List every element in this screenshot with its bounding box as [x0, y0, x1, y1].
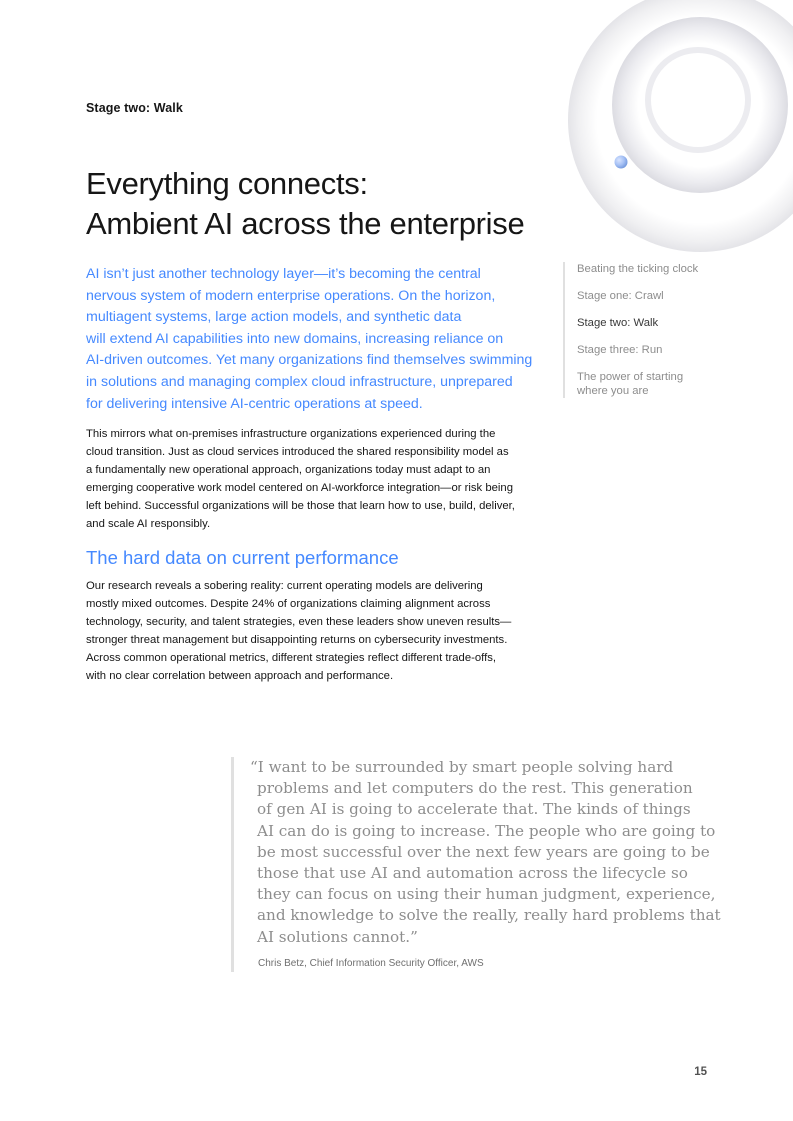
inner-ring-shape: [648, 50, 748, 150]
toc-item-beating-the-ticking-clock[interactable]: Beating the ticking clock: [577, 263, 699, 275]
quote-line: they can focus on using their human judgment, experience,: [257, 885, 716, 904]
table-of-contents: [563, 262, 743, 398]
body-line: with no clear correlation between approach and performance.: [86, 670, 394, 682]
orbit-dot-shape: [615, 156, 628, 169]
toc-item-stage-one-crawl[interactable]: Stage one: Crawl: [577, 290, 664, 302]
title-line-1: Everything connects:: [86, 166, 368, 201]
intro-line: in solutions and managing complex cloud infrastructure, unprepared: [86, 373, 513, 390]
toc-item-stage-three-run[interactable]: Stage three: Run: [577, 344, 663, 356]
quote-line: of gen AI is going to accelerate that. The kinds of things: [257, 800, 691, 819]
body-paragraph-1: [86, 425, 556, 533]
section-label: Stage two: Walk: [86, 101, 183, 115]
body-line: cloud transition. Just as cloud services introduced the shared responsibility model as: [86, 446, 509, 458]
body-paragraph-2: [86, 577, 556, 685]
quote-line: problems and let computers do the rest. This generation: [257, 779, 693, 798]
quote-line: be most successful over the next few years are going to be: [257, 842, 710, 861]
body-line: and scale AI responsibly.: [86, 518, 211, 530]
body-line: a fundamentally new operational approach, organizations today must adapt to an: [86, 464, 491, 476]
title-line-2: Ambient AI across the enterprise: [86, 206, 525, 241]
toc-item-power-of-starting[interactable]: [577, 370, 743, 398]
pull-quote: [231, 757, 721, 972]
toc-item-line: where you are: [577, 385, 649, 397]
quote-line: those that use AI and automation across the lifecycle so: [257, 864, 688, 883]
section-subheading: The hard data on current performance: [86, 547, 399, 568]
body-line: mostly mixed outcomes. Despite 24% of organizations claiming alignment across: [86, 598, 491, 610]
intro-line: for delivering intensive AI-centric operations at speed.: [86, 395, 423, 412]
body-line: left behind. Successful organizations will be those that learn how to use, build, deliver,: [86, 500, 515, 512]
body-line: emerging cooperative work model centered on AI-workforce integration—or risk being: [86, 482, 513, 494]
quote-line: AI can do is going to increase. The people who are going to: [257, 821, 716, 840]
quote-line: “I want to be surrounded by smart people solving hard: [250, 758, 674, 776]
quote-line: AI solutions cannot.”: [257, 927, 418, 946]
intro-paragraph: [86, 264, 556, 415]
intro-line: AI isn’t just another technology layer—it’s becoming the central: [86, 266, 481, 282]
page-number: 15: [694, 1066, 707, 1078]
toc-item-stage-two-walk[interactable]: Stage two: Walk: [577, 317, 659, 329]
intro-line: will extend AI capabilities into new domains, increasing reliance on: [86, 330, 504, 347]
intro-line: multiagent systems, large action models, and synthetic data: [86, 309, 462, 326]
body-line: stronger threat management but disappointing returns on cybersecurity investments.: [86, 634, 508, 646]
quote-line: and knowledge to solve the really, really hard problems that: [257, 906, 721, 925]
body-line: Our research reveals a sobering reality: current operating models are delivering: [86, 580, 483, 592]
quote-text: [250, 757, 721, 948]
intro-line: nervous system of modern enterprise operations. On the horizon,: [86, 287, 496, 304]
middle-ring-shape: [612, 17, 788, 193]
page-title: [86, 164, 556, 244]
outer-ring-shape: [568, 0, 793, 252]
body-line: technology, security, and talent strategies, even these leaders show uneven results—: [86, 616, 512, 628]
toc-item-line: The power of starting: [577, 371, 684, 383]
intro-line: AI-driven outcomes. Yet many organizations find themselves swimming: [86, 352, 533, 369]
body-line: Across common operational metrics, different strategies reflect different trade-offs,: [86, 652, 497, 664]
quote-attribution: Chris Betz, Chief Information Security Officer, AWS: [258, 957, 484, 969]
body-line: This mirrors what on-premises infrastructure organizations experienced during the: [86, 428, 496, 440]
